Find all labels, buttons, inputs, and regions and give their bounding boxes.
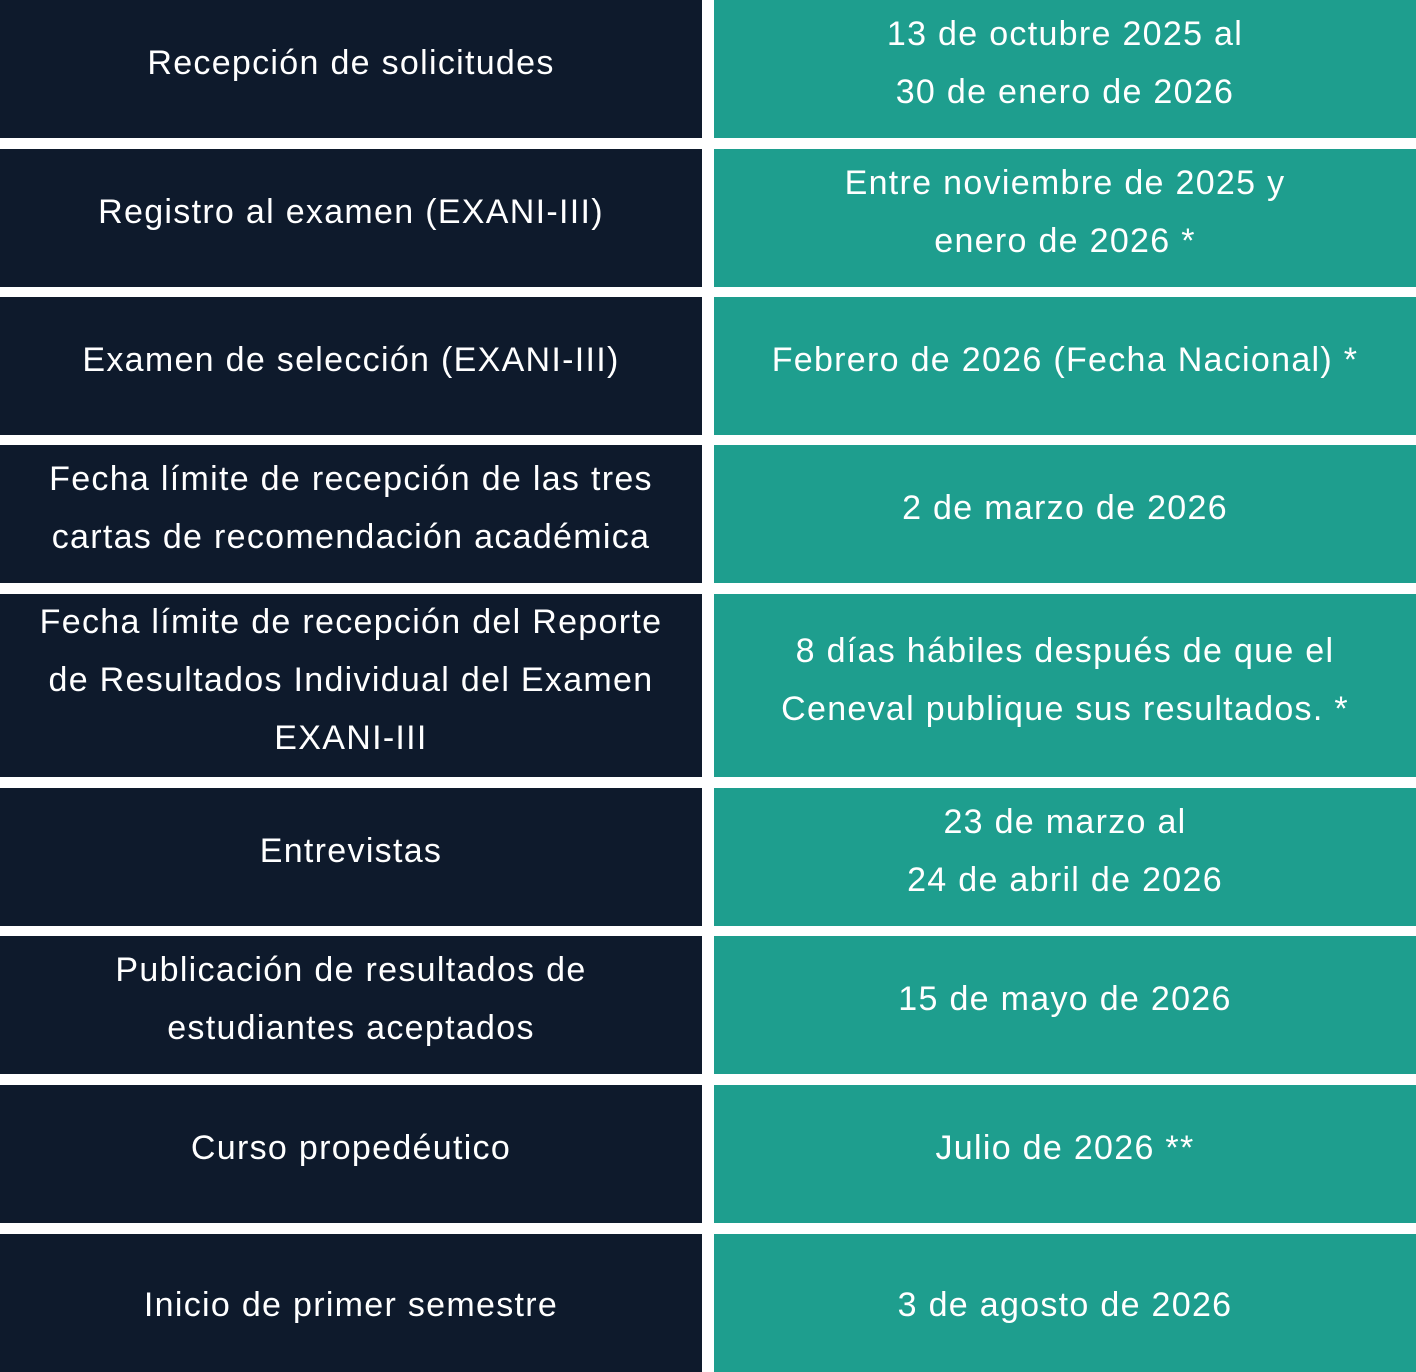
table-row: [0, 594, 1416, 777]
table-row: [0, 1085, 1416, 1223]
row-label: Examen de selección (EXANI-III): [0, 297, 702, 435]
table-row: [0, 297, 1416, 435]
table-row: [0, 1234, 1416, 1372]
row-label: Recepción de solicitudes: [0, 0, 702, 138]
row-label: Registro al examen (EXANI-III): [0, 149, 702, 287]
table-row: [0, 936, 1416, 1074]
row-date: 3 de agosto de 2026: [714, 1234, 1416, 1372]
table-row: [0, 445, 1416, 583]
row-date: Entre noviembre de 2025 y enero de 2026 *: [714, 149, 1416, 287]
row-date: Julio de 2026 **: [714, 1085, 1416, 1223]
row-date: 8 días hábiles después de que el Ceneval publique sus resultados. *: [714, 594, 1416, 777]
row-date: 2 de marzo de 2026: [714, 445, 1416, 583]
row-label: Entrevistas: [0, 788, 702, 926]
row-date: 15 de mayo de 2026: [714, 936, 1416, 1074]
table-row: [0, 0, 1416, 138]
row-label: Publicación de resultados de estudiantes aceptados: [0, 936, 702, 1074]
table-row: [0, 149, 1416, 287]
row-label: Fecha límite de recepción de las tres cartas de recomendación académica: [0, 445, 702, 583]
row-date: 23 de marzo al 24 de abril de 2026: [714, 788, 1416, 926]
table-row: [0, 788, 1416, 926]
row-date: 13 de octubre 2025 al 30 de enero de 2026: [714, 0, 1416, 138]
row-label: Inicio de primer semestre: [0, 1234, 702, 1372]
row-label: Fecha límite de recepción del Reporte de Resultados Individual del Examen EXANI-III: [0, 594, 702, 777]
row-label: Curso propedéutico: [0, 1085, 702, 1223]
row-date: Febrero de 2026 (Fecha Nacional) *: [714, 297, 1416, 435]
